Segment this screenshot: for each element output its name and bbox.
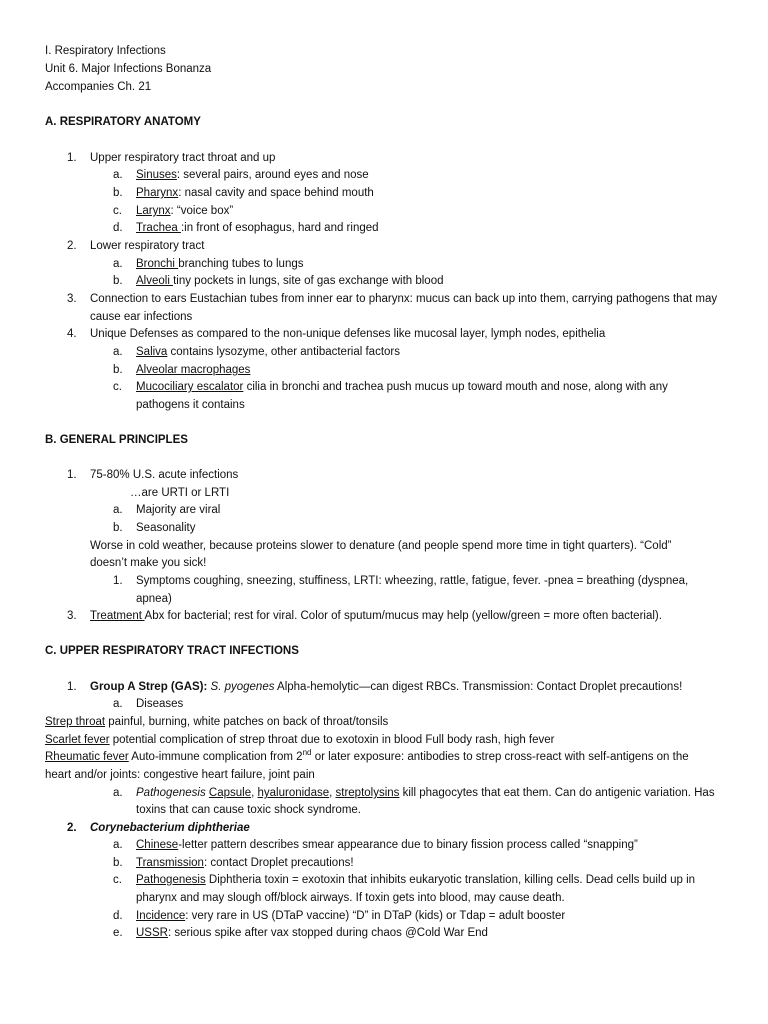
term: USSR	[136, 927, 168, 939]
term: Pathogenesis	[136, 874, 206, 886]
list-item: Corynebacterium diphtheriae	[90, 822, 250, 834]
list-letter: b.	[113, 187, 123, 199]
list-letter: b.	[113, 522, 123, 534]
list-item: Seasonality	[136, 522, 196, 534]
term: Bronchi	[136, 258, 179, 270]
term: Alveoli	[136, 275, 174, 287]
term: Incidence	[136, 910, 186, 922]
list-item-continuation: pharynx and may slough off/block airways. If toxin gets into blood, may cause death.	[136, 892, 565, 904]
disease-line: Scarlet fever potential complication of strep throat due to exotoxin in blood Full body rash, high fever	[45, 734, 555, 746]
paragraph-line: doesn’t make you sick!	[90, 557, 207, 569]
list-item: Pharynx: nasal cavity and space behind mouth	[136, 187, 374, 199]
term: Larynx	[136, 205, 171, 217]
list-item: Bronchi branching tubes to lungs	[136, 258, 304, 270]
list-item: Incidence: very rare in US (DTaP vaccine) “D” in DTaP (kids) or Tdap = adult booster	[136, 910, 566, 922]
disease-line: Strep throat painful, burning, white patches on back of throat/tonsils	[45, 716, 389, 728]
list-letter: d.	[113, 222, 123, 234]
term: Sinuses	[136, 169, 177, 181]
list-number: 1.	[67, 681, 77, 693]
list-item-continuation: …are URTI or LRTI	[130, 487, 230, 499]
list-letter: a.	[113, 169, 123, 181]
term: Saliva	[136, 346, 168, 358]
list-item-continuation: apnea)	[136, 593, 172, 605]
term: Chinese	[136, 839, 179, 851]
list-letter: a.	[113, 839, 123, 851]
list-letter: c.	[113, 381, 122, 393]
list-letter: a.	[113, 504, 123, 516]
list-letter: a.	[113, 787, 123, 799]
list-item: Unique Defenses as compared to the non-unique defenses like mucosal layer, lymph nodes, epithelia	[90, 328, 606, 340]
term: Mucociliary escalator	[136, 381, 244, 393]
term: Rheumatic fever	[45, 751, 129, 763]
list-item: Mucociliary escalator cilia in bronchi and trachea push mucus up toward mouth and nose, along with any	[136, 381, 668, 393]
list-item: Chinese-letter pattern describes smear appearance due to binary fission process called “snapping”	[136, 839, 638, 851]
list-letter: b.	[113, 275, 123, 287]
term: Scarlet fever	[45, 734, 110, 746]
list-item: Treatment Abx for bacterial; rest for viral. Color of sputum/mucus may help (yellow/green = more often bacterial).	[90, 610, 662, 622]
term: Treatment	[90, 610, 145, 622]
list-item: Symptoms coughing, sneezing, stuffiness, LRTI: wheezing, rattle, fatigue, fever. -pnea = breathing (dyspnea,	[136, 575, 689, 587]
list-item: Saliva contains lysozyme, other antibacterial factors	[136, 346, 400, 358]
list-item: Connection to ears Eustachian tubes from inner ear to pharynx: mucus can back up into them, carrying pathogens that may	[90, 293, 718, 305]
list-item: Lower respiratory tract	[90, 240, 205, 252]
list-letter: e.	[113, 927, 123, 939]
list-item	[136, 362, 250, 380]
list-number: 1.	[113, 575, 123, 587]
doc-chapter-line: Accompanies Ch. 21	[45, 81, 152, 93]
list-letter: a.	[113, 258, 123, 270]
list-number: 2.	[67, 240, 77, 252]
list-item: Transmission: contact Droplet precautions!	[136, 857, 354, 869]
list-letter: b.	[113, 364, 123, 376]
list-number: 3.	[67, 610, 77, 622]
term: Pharynx	[136, 187, 179, 199]
doc-unit-line: Unit 6. Major Infections Bonanza	[45, 63, 212, 75]
doc-title-line: I. Respiratory Infections	[45, 45, 166, 57]
list-item: Larynx: “voice box”	[136, 205, 234, 217]
disease-line: Rheumatic fever Auto-immune complication from 2nd or later exposure: antibodies to strep cross-react with self-antigens on the	[45, 748, 689, 763]
list-item: Diseases	[136, 698, 184, 710]
list-number: 1.	[67, 152, 77, 164]
disease-line-continuation: heart and/or joints: congestive heart failure, joint pain	[45, 769, 315, 781]
section-b-heading: B. GENERAL PRINCIPLES	[45, 434, 188, 446]
list-item-continuation: cause ear infections	[90, 311, 193, 323]
term: Strep throat	[45, 716, 106, 728]
list-item: Upper respiratory tract throat and up	[90, 152, 276, 164]
list-letter: d.	[113, 910, 123, 922]
list-number: 3.	[67, 293, 77, 305]
list-item: Pathogenesis Capsule, hyaluronidase, streptolysins kill phagocytes that eat them. Can do antigenic variation. Has	[136, 787, 715, 799]
term: Alveolar macrophages	[136, 364, 251, 376]
list-number: 4.	[67, 328, 77, 340]
list-letter: c.	[113, 874, 122, 886]
term: Transmission	[136, 857, 204, 869]
list-letter: b.	[113, 857, 123, 869]
list-item: Trachea :in front of esophagus, hard and ringed	[136, 222, 379, 234]
paragraph-line: Worse in cold weather, because proteins slower to denature (and people spend more time in tight quarters). “Cold”	[90, 540, 672, 552]
list-letter: a.	[113, 346, 123, 358]
section-a-heading: A. RESPIRATORY ANATOMY	[45, 116, 201, 128]
list-item: 75-80% U.S. acute infections	[90, 469, 239, 481]
list-number: 1.	[67, 469, 77, 481]
list-item: Alveoli tiny pockets in lungs, site of gas exchange with blood	[136, 275, 444, 287]
list-item: Majority are viral	[136, 504, 221, 516]
list-item-continuation: pathogens it contains	[136, 399, 245, 411]
list-item: USSR: serious spike after vax stopped during chaos @Cold War End	[136, 927, 488, 939]
list-item: Group A Strep (GAS): S. pyogenes Alpha-hemolytic—can digest RBCs. Transmission: Contact Droplet precautions!	[90, 681, 683, 693]
section-c-heading: C. UPPER RESPIRATORY TRACT INFECTIONS	[45, 645, 299, 657]
term: Trachea	[136, 222, 181, 234]
list-item-continuation: toxins that can cause toxic shock syndrome.	[136, 804, 361, 816]
list-number: 2.	[67, 822, 77, 834]
list-item: Pathogenesis Diphtheria toxin = exotoxin that inhibits eukaryotic translation, killing cells. Dead cells build up in	[136, 874, 696, 886]
list-letter: c.	[113, 205, 122, 217]
list-item: Sinuses: several pairs, around eyes and nose	[136, 169, 369, 181]
list-letter: a.	[113, 698, 123, 710]
